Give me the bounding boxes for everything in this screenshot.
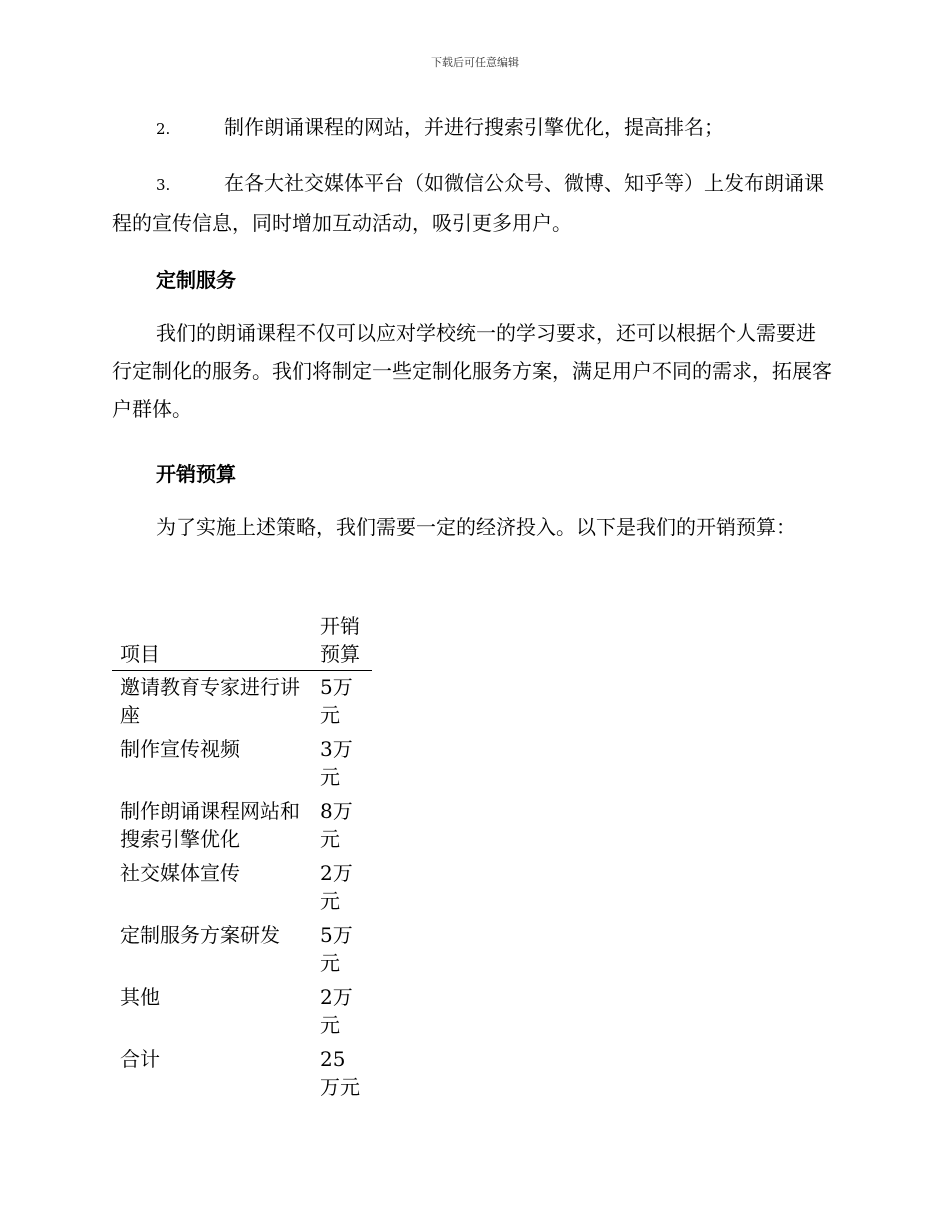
table-header-row bbox=[112, 610, 372, 671]
table-cell-item: 邀请教育专家进行讲座 bbox=[120, 675, 300, 727]
list-number: 3. bbox=[156, 176, 171, 194]
table-row bbox=[112, 857, 372, 919]
table-cell-cost: 5万元 bbox=[320, 675, 353, 727]
table-cell-item: 合计 bbox=[120, 1047, 160, 1071]
list-text: 在各大社交媒体平台（如微信公众号、微博、知乎等）上发布朗诵课程的宣传信息，同时增加互动活动，吸引更多用户。 bbox=[112, 171, 824, 235]
table-row bbox=[112, 1043, 372, 1105]
table-cell-item: 其他 bbox=[120, 985, 160, 1009]
table-cell-cost: 25万元 bbox=[320, 1047, 360, 1099]
table-row bbox=[112, 919, 372, 981]
table-cell-cost: 2万元 bbox=[320, 861, 353, 913]
table-cell-item: 社交媒体宣传 bbox=[120, 861, 240, 885]
table-row bbox=[112, 981, 372, 1043]
table-cell-item: 制作朗诵课程网站和搜索引擎优化 bbox=[120, 799, 300, 851]
table-row bbox=[112, 671, 372, 734]
list-item bbox=[112, 164, 832, 242]
page-header: 下载后可任意编辑 bbox=[431, 56, 519, 69]
list-item bbox=[112, 108, 832, 148]
list-number: 2. bbox=[156, 120, 171, 138]
budget-table bbox=[112, 610, 372, 1105]
section-body-custom: 我们的朗诵课程不仅可以应对学校统一的学习要求，还可以根据个人需要进行定制化的服务。我们将制定一些定制化服务方案，满足用户不同的需求，拓展客户群体。 bbox=[112, 321, 832, 421]
section-body-budget: 为了实施上述策略，我们需要一定的经济投入。以下是我们的开销预算： bbox=[156, 515, 796, 539]
table-header-item: 项目 bbox=[112, 610, 312, 671]
table-cell-cost: 2万元 bbox=[320, 985, 353, 1037]
table-row bbox=[112, 733, 372, 795]
table-row bbox=[112, 795, 372, 857]
table-cell-item: 制作宣传视频 bbox=[120, 737, 240, 761]
list-text: 制作朗诵课程的网站，并进行搜索引擎优化，提高排名； bbox=[224, 115, 724, 139]
table-cell-cost: 5万元 bbox=[320, 923, 353, 975]
table-cell-cost: 3万元 bbox=[320, 737, 353, 789]
table-cell-item: 定制服务方案研发 bbox=[120, 923, 280, 947]
table-cell-cost: 8万元 bbox=[320, 799, 353, 851]
section-title-custom: 定制服务 bbox=[156, 268, 236, 292]
table-header-cost: 开销预算 bbox=[312, 610, 372, 671]
section-title-budget: 开销预算 bbox=[156, 462, 236, 486]
